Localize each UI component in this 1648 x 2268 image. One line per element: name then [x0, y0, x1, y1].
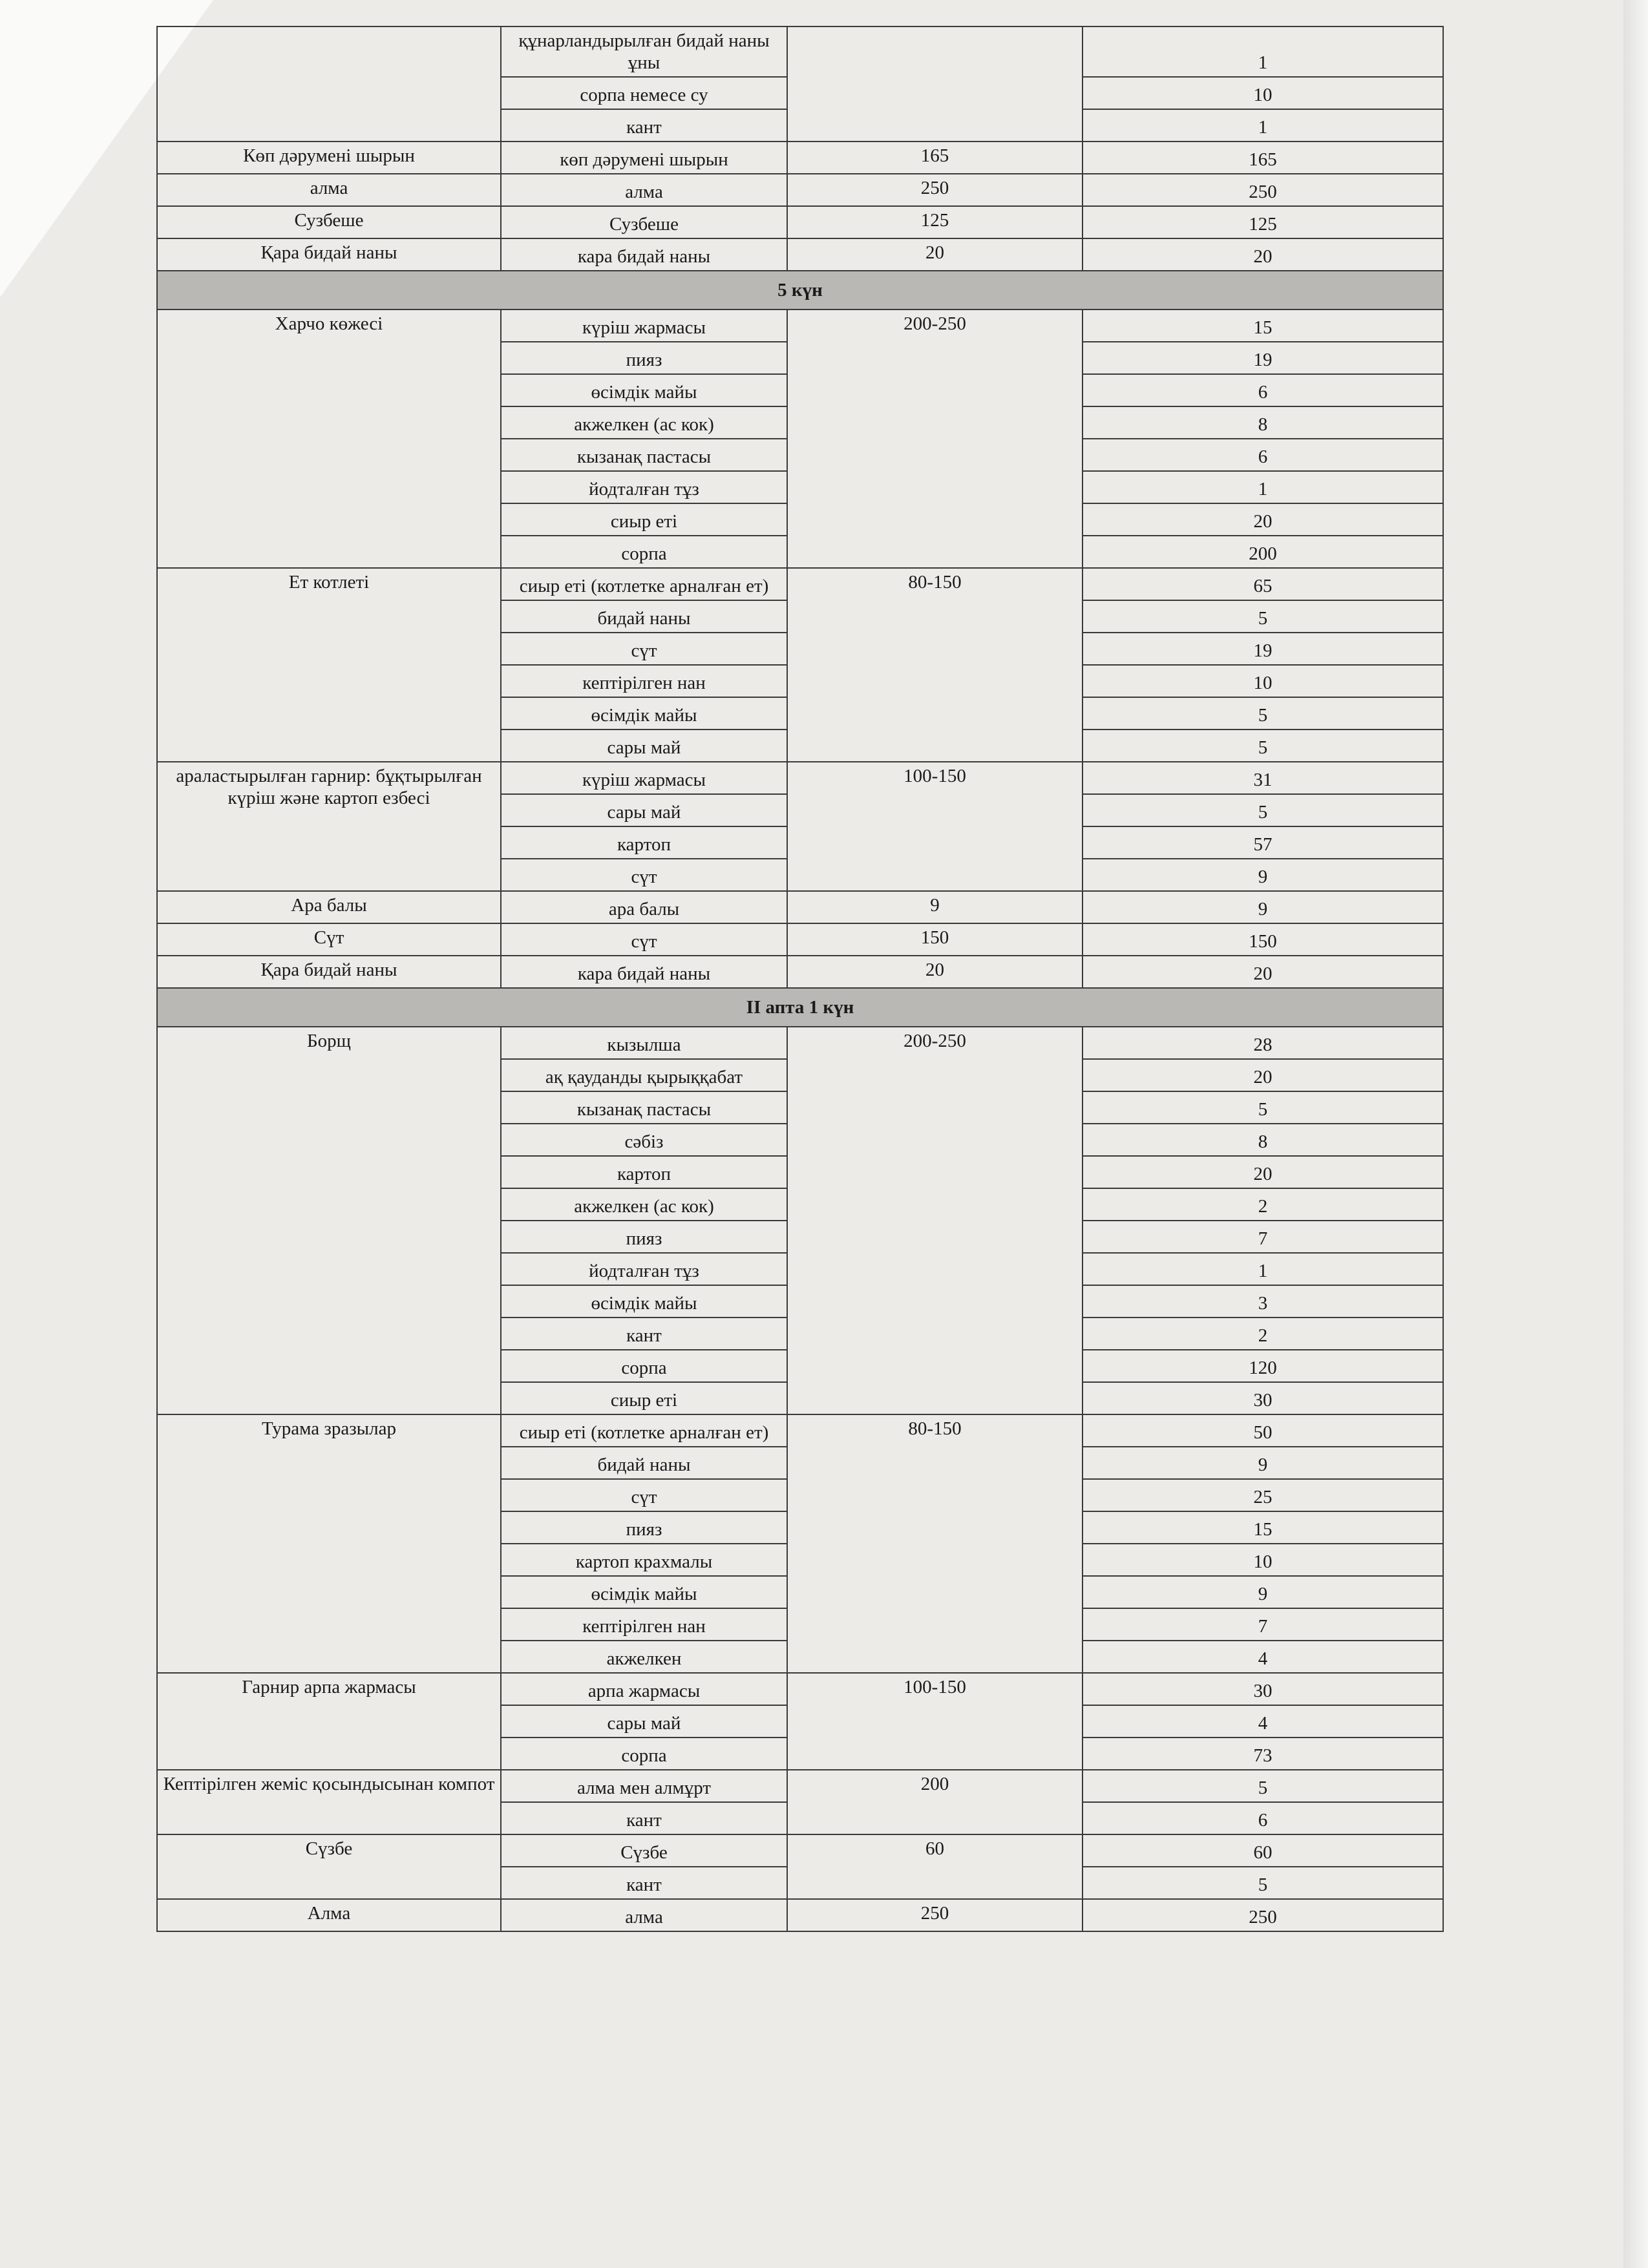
dish-name: араластырылған гарнир: бұқтырылған күріш және картоп езбесі: [157, 762, 501, 891]
ingredient-amount: 4: [1083, 1641, 1443, 1673]
ingredient-amount: 5: [1083, 1867, 1443, 1899]
ingredient-name: өсімдік майы: [501, 697, 787, 730]
ingredient-name: кызылша: [501, 1027, 787, 1059]
ingredient-amount: 10: [1083, 665, 1443, 697]
ingredient-name: акжелкен (ас кок): [501, 1188, 787, 1221]
menu-ingredients-table: [156, 26, 1444, 1932]
ingredient-amount: 165: [1083, 142, 1443, 174]
dish-name: Гарнир арпа жармасы: [157, 1673, 501, 1770]
ingredient-amount: 57: [1083, 826, 1443, 859]
ingredient-row: [157, 1027, 1443, 1059]
ingredient-amount: 1: [1083, 471, 1443, 503]
ingredient-amount: 120: [1083, 1350, 1443, 1382]
ingredient-name: сары май: [501, 730, 787, 762]
day-section-label: 5 күн: [157, 271, 1443, 310]
dish-name: Алма: [157, 1899, 501, 1931]
ingredient-name: сиыр еті (котлетке арналған ет): [501, 1414, 787, 1447]
ingredient-amount: 8: [1083, 1124, 1443, 1156]
ingredient-name: йодталған тұз: [501, 1253, 787, 1285]
dish-name: Сүзбе: [157, 1834, 501, 1899]
ingredient-amount: 20: [1083, 503, 1443, 536]
ingredient-amount: 31: [1083, 762, 1443, 794]
ingredient-name: құнарландырылған бидай наны ұны: [501, 26, 787, 77]
dish-name: Борщ: [157, 1027, 501, 1414]
ingredient-row: [157, 310, 1443, 342]
ingredient-name: өсімдік майы: [501, 374, 787, 406]
ingredient-amount: 25: [1083, 1479, 1443, 1511]
ingredient-name: өсімдік майы: [501, 1285, 787, 1318]
ingredient-row: [157, 238, 1443, 271]
ingredient-amount: 8: [1083, 406, 1443, 439]
ingredient-amount: 65: [1083, 568, 1443, 600]
ingredient-row: [157, 1834, 1443, 1867]
ingredient-amount: 5: [1083, 600, 1443, 633]
menu-table-body: [157, 26, 1443, 1931]
ingredient-amount: 19: [1083, 633, 1443, 665]
ingredient-amount: 125: [1083, 206, 1443, 238]
ingredient-amount: 6: [1083, 1802, 1443, 1834]
portion-norm: 100-150: [787, 1673, 1083, 1770]
ingredient-name: көп дәрумені шырын: [501, 142, 787, 174]
ingredient-name: йодталған тұз: [501, 471, 787, 503]
ingredient-name: бидай наны: [501, 600, 787, 633]
ingredient-name: кара бидай наны: [501, 956, 787, 988]
day-section-label: II апта 1 күн: [157, 988, 1443, 1027]
dish-name: Ара балы: [157, 891, 501, 923]
ingredient-amount: 7: [1083, 1608, 1443, 1641]
ingredient-name: ара балы: [501, 891, 787, 923]
ingredient-amount: 50: [1083, 1414, 1443, 1447]
ingredient-row: [157, 1770, 1443, 1802]
ingredient-row: [157, 568, 1443, 600]
ingredient-name: Сузбеше: [501, 206, 787, 238]
ingredient-amount: 10: [1083, 77, 1443, 109]
ingredient-amount: 200: [1083, 536, 1443, 568]
ingredient-name: пияз: [501, 1511, 787, 1544]
ingredient-name: акжелкен (ас кок): [501, 406, 787, 439]
ingredient-name: кант: [501, 1318, 787, 1350]
ingredient-name: сорпа: [501, 536, 787, 568]
ingredient-name: күріш жармасы: [501, 310, 787, 342]
dish-name: [157, 26, 501, 142]
ingredient-amount: 1: [1083, 1253, 1443, 1285]
ingredient-row: [157, 174, 1443, 206]
portion-norm: 9: [787, 891, 1083, 923]
ingredient-amount: 150: [1083, 923, 1443, 956]
dish-name: алма: [157, 174, 501, 206]
ingredient-amount: 5: [1083, 1091, 1443, 1124]
dish-name: Қара бидай наны: [157, 238, 501, 271]
ingredient-name: сорпа немесе су: [501, 77, 787, 109]
portion-norm: 60: [787, 1834, 1083, 1899]
ingredient-amount: 5: [1083, 794, 1443, 826]
ingredient-row: [157, 1673, 1443, 1705]
dish-name: Сүт: [157, 923, 501, 956]
ingredient-name: арпа жармасы: [501, 1673, 787, 1705]
ingredient-name: кант: [501, 1867, 787, 1899]
day-section-row: [157, 271, 1443, 310]
portion-norm: 165: [787, 142, 1083, 174]
ingredient-amount: 2: [1083, 1318, 1443, 1350]
portion-norm: 250: [787, 174, 1083, 206]
ingredient-amount: 15: [1083, 310, 1443, 342]
dish-name: Харчо көжесі: [157, 310, 501, 568]
ingredient-name: сиыр еті (котлетке арналған ет): [501, 568, 787, 600]
ingredient-name: кант: [501, 1802, 787, 1834]
portion-norm: 125: [787, 206, 1083, 238]
ingredient-name: сәбіз: [501, 1124, 787, 1156]
ingredient-name: пияз: [501, 1221, 787, 1253]
ingredient-name: алма: [501, 174, 787, 206]
ingredient-name: бидай наны: [501, 1447, 787, 1479]
portion-norm: 20: [787, 238, 1083, 271]
ingredient-amount: 5: [1083, 1770, 1443, 1802]
dish-name: Қара бидай наны: [157, 956, 501, 988]
ingredient-name: сары май: [501, 1705, 787, 1738]
ingredient-amount: 5: [1083, 730, 1443, 762]
ingredient-amount: 9: [1083, 859, 1443, 891]
ingredient-row: [157, 891, 1443, 923]
ingredient-name: алма: [501, 1899, 787, 1931]
portion-norm: 200-250: [787, 310, 1083, 568]
ingredient-amount: 1: [1083, 109, 1443, 142]
ingredient-name: сиыр еті: [501, 1382, 787, 1414]
ingredient-amount: 250: [1083, 1899, 1443, 1931]
portion-norm: [787, 26, 1083, 142]
ingredient-amount: 60: [1083, 1834, 1443, 1867]
portion-norm: 150: [787, 923, 1083, 956]
ingredient-name: кептірілген нан: [501, 1608, 787, 1641]
ingredient-name: ақ қауданды қырыққабат: [501, 1059, 787, 1091]
ingredient-name: күріш жармасы: [501, 762, 787, 794]
ingredient-name: сүт: [501, 923, 787, 956]
ingredient-amount: 10: [1083, 1544, 1443, 1576]
ingredient-amount: 15: [1083, 1511, 1443, 1544]
ingredient-amount: 6: [1083, 439, 1443, 471]
ingredient-name: кара бидай наны: [501, 238, 787, 271]
ingredient-amount: 9: [1083, 1576, 1443, 1608]
dish-name: Турама зразылар: [157, 1414, 501, 1673]
ingredient-name: кант: [501, 109, 787, 142]
dish-name: Көп дәрумені шырын: [157, 142, 501, 174]
ingredient-name: пияз: [501, 342, 787, 374]
ingredient-name: кызанақ пастасы: [501, 439, 787, 471]
ingredient-name: сорпа: [501, 1738, 787, 1770]
portion-norm: 200: [787, 1770, 1083, 1834]
ingredient-row: [157, 142, 1443, 174]
ingredient-amount: 250: [1083, 174, 1443, 206]
ingredient-amount: 20: [1083, 238, 1443, 271]
ingredient-amount: 3: [1083, 1285, 1443, 1318]
ingredient-amount: 20: [1083, 1059, 1443, 1091]
portion-norm: 80-150: [787, 568, 1083, 762]
ingredient-amount: 4: [1083, 1705, 1443, 1738]
ingredient-amount: 9: [1083, 1447, 1443, 1479]
ingredient-name: акжелкен: [501, 1641, 787, 1673]
ingredient-name: кызанақ пастасы: [501, 1091, 787, 1124]
ingredient-amount: 2: [1083, 1188, 1443, 1221]
dish-name: Сузбеше: [157, 206, 501, 238]
ingredient-name: сүт: [501, 1479, 787, 1511]
ingredient-amount: 20: [1083, 956, 1443, 988]
portion-norm: 80-150: [787, 1414, 1083, 1673]
portion-norm: 100-150: [787, 762, 1083, 891]
dish-name: Ет котлеті: [157, 568, 501, 762]
ingredient-name: сиыр еті: [501, 503, 787, 536]
ingredient-name: картоп крахмалы: [501, 1544, 787, 1576]
ingredient-row: [157, 206, 1443, 238]
ingredient-name: алма мен алмұрт: [501, 1770, 787, 1802]
ingredient-amount: 30: [1083, 1382, 1443, 1414]
ingredient-amount: 73: [1083, 1738, 1443, 1770]
portion-norm: 200-250: [787, 1027, 1083, 1414]
dish-name: Кептірілген жеміс қосындысынан компот: [157, 1770, 501, 1834]
ingredient-amount: 7: [1083, 1221, 1443, 1253]
ingredient-row: [157, 762, 1443, 794]
ingredient-name: картоп: [501, 1156, 787, 1188]
ingredient-name: өсімдік майы: [501, 1576, 787, 1608]
ingredient-amount: 5: [1083, 697, 1443, 730]
ingredient-amount: 9: [1083, 891, 1443, 923]
ingredient-amount: 20: [1083, 1156, 1443, 1188]
ingredient-amount: 28: [1083, 1027, 1443, 1059]
ingredient-row: [157, 1899, 1443, 1931]
ingredient-amount: 1: [1083, 26, 1443, 77]
ingredient-name: кептірілген нан: [501, 665, 787, 697]
portion-norm: 250: [787, 1899, 1083, 1931]
scan-page-edge: [1623, 0, 1648, 2268]
ingredient-amount: 19: [1083, 342, 1443, 374]
ingredient-amount: 6: [1083, 374, 1443, 406]
day-section-row: [157, 988, 1443, 1027]
ingredient-name: сүт: [501, 859, 787, 891]
ingredient-name: сорпа: [501, 1350, 787, 1382]
ingredient-amount: 30: [1083, 1673, 1443, 1705]
ingredient-row: [157, 923, 1443, 956]
ingredient-row: [157, 956, 1443, 988]
portion-norm: 20: [787, 956, 1083, 988]
ingredient-name: сүт: [501, 633, 787, 665]
ingredient-row: [157, 1414, 1443, 1447]
ingredient-name: картоп: [501, 826, 787, 859]
ingredient-name: Сүзбе: [501, 1834, 787, 1867]
ingredient-row: [157, 26, 1443, 77]
ingredient-name: сары май: [501, 794, 787, 826]
